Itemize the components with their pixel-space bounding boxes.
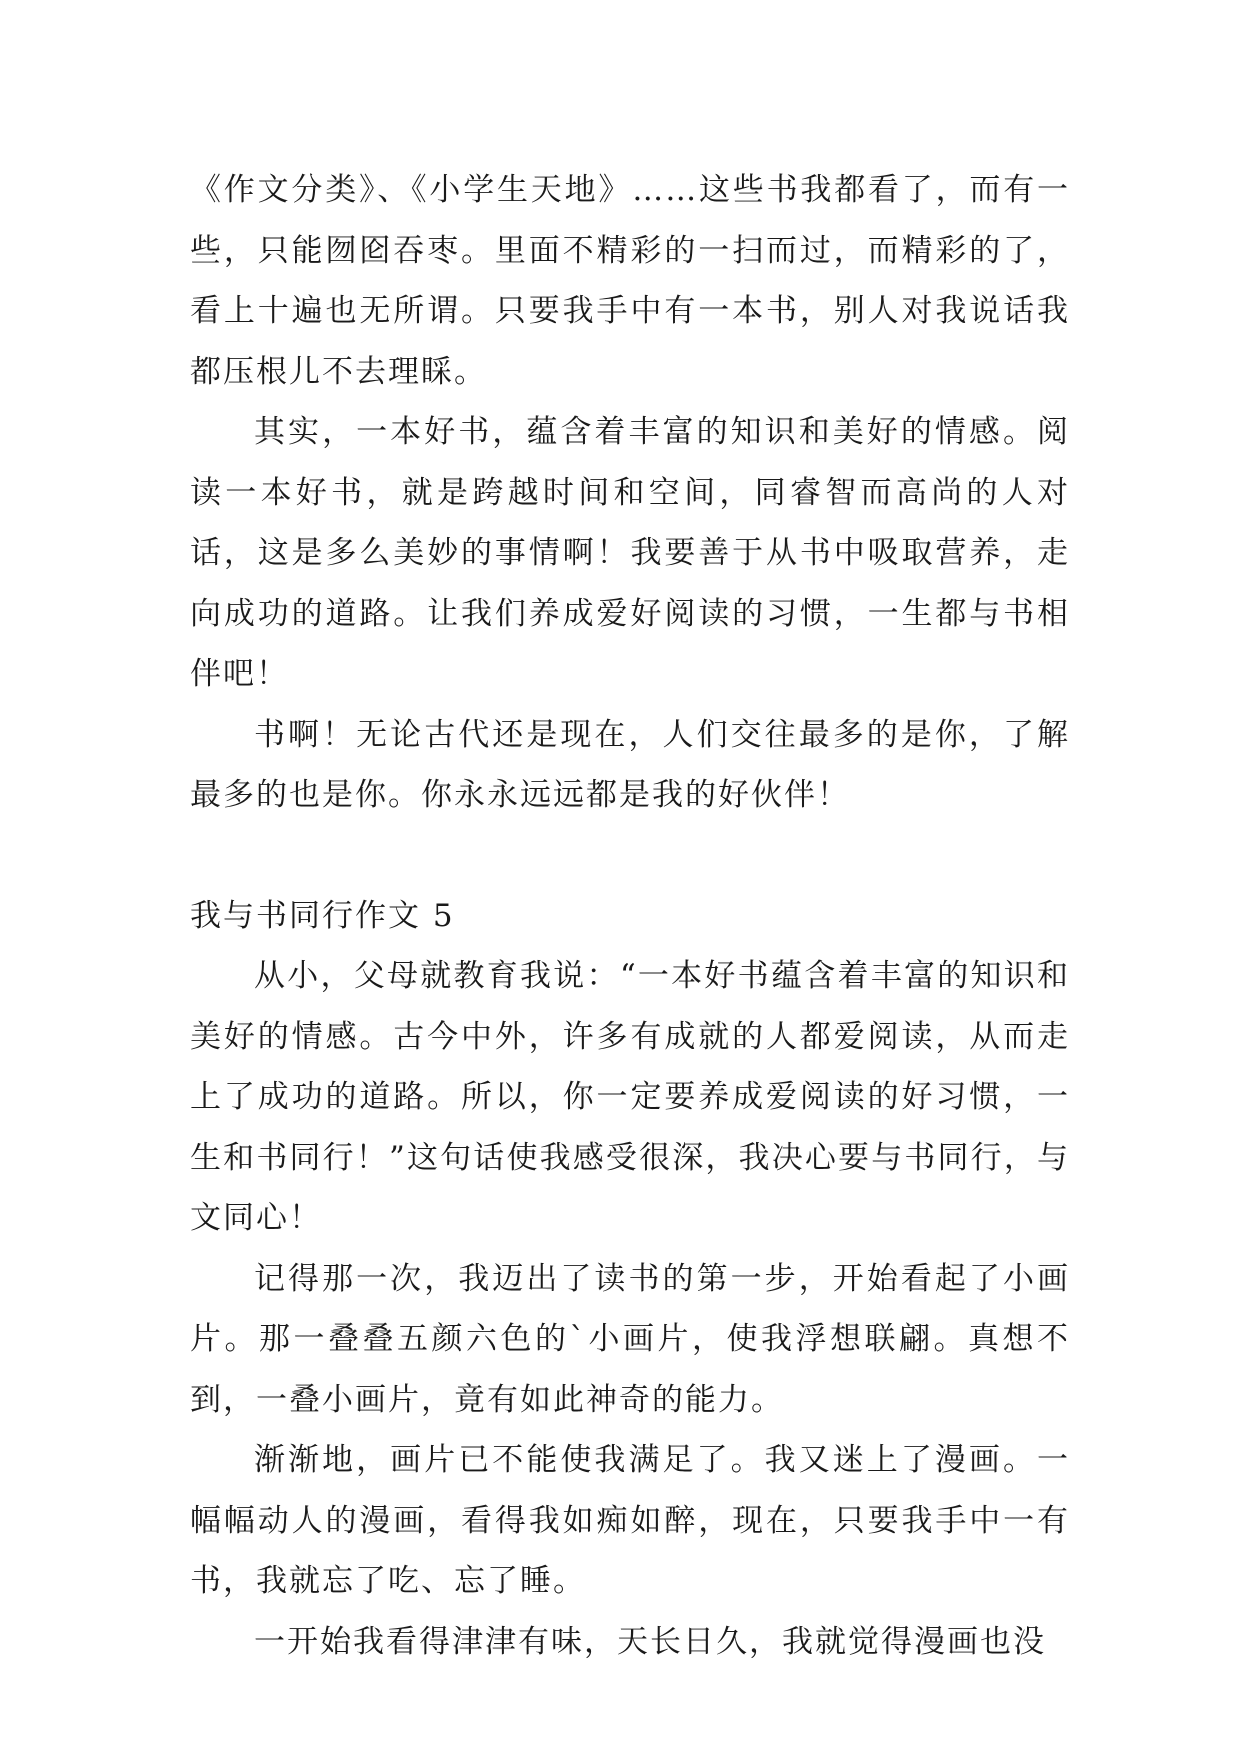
document-body (190, 160, 1070, 1672)
section-title: 我与书同行作文 5 (190, 897, 455, 934)
paragraph-continuation: 《作文分类》、《小学生天地》……这些书我都看了，而有一些，只能囫囵吞枣。里面不精彩的一扫而过，而精彩的了，看上十遍也无所谓。只要我手中有一本书，别人对我说话我都压根儿不去理睬。 (190, 172, 1070, 390)
paragraph: 记得那一次，我迈出了读书的第一步，开始看起了小画片。那一叠叠五颜六色的`小画片，使我浮想联翩。真想不到，一叠小画片，竟有如此神奇的能力。 (190, 1260, 1070, 1418)
paragraph: 从小，父母就教育我说：“一本好书蕴含着丰富的知识和美好的情感。古今中外，许多有成就的人都爱阅读，从而走上了成功的道路。所以，你一定要养成爱阅读的好习惯，一生和书同行！”这句话使我感受很深，我决心要与书同行，与文同心！ (190, 958, 1070, 1236)
paragraph: 一开始我看得津津有味，天长日久，我就觉得漫画也没 (254, 1623, 1046, 1660)
paragraph: 其实，一本好书，蕴含着丰富的知识和美好的情感。阅读一本好书，就是跨越时间和空间，同睿智而高尚的人对话，这是多么美妙的事情啊！我要善于从书中吸取营养，走向成功的道路。让我们养成爱好阅读的习惯，一生都与书相伴吧！ (190, 414, 1070, 692)
paragraph: 书啊！无论古代还是现在，人们交往最多的是你，了解最多的也是你。你永永远远都是我的好伙伴！ (190, 716, 1070, 813)
paragraph: 渐渐地，画片已不能使我满足了。我又迷上了漫画。一幅幅动人的漫画，看得我如痴如醉，现在，只要我手中一有书，我就忘了吃、忘了睡。 (190, 1442, 1070, 1599)
